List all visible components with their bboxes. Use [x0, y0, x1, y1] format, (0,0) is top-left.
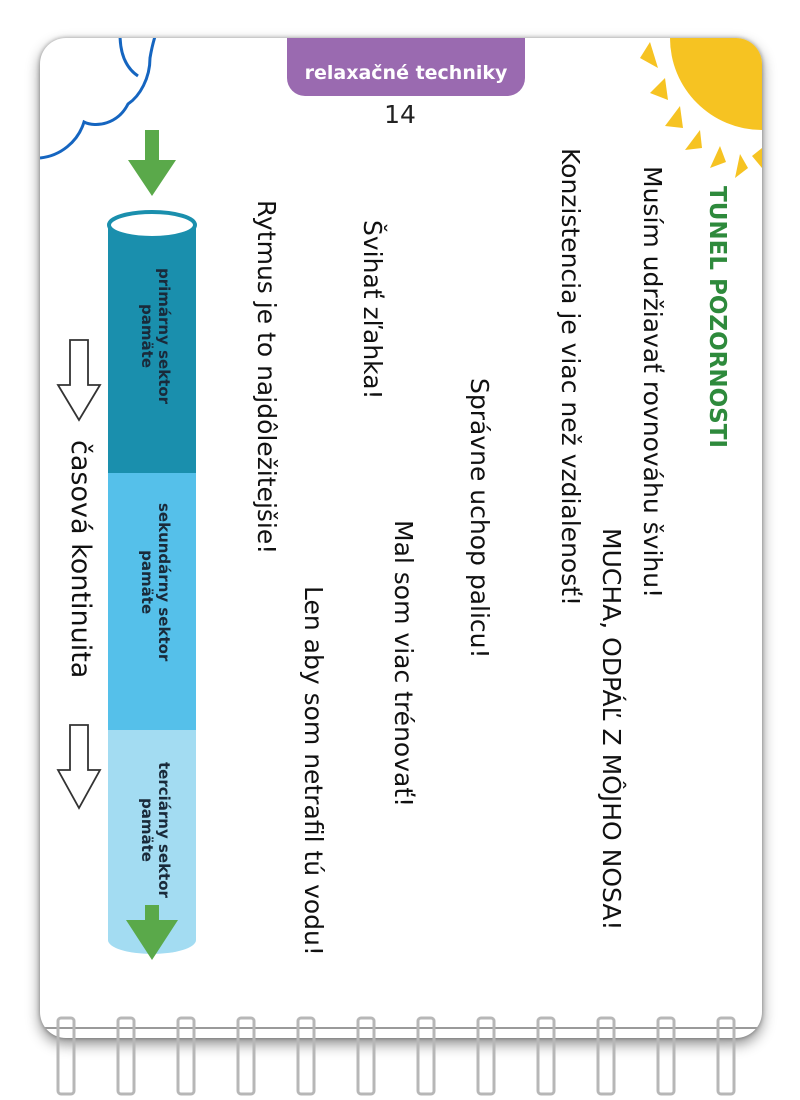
text-line: Správne uchop palicu! — [465, 378, 494, 659]
page-number: 14 — [384, 100, 416, 129]
segment-label-primary: primárny sektor pamäte — [138, 268, 173, 405]
spiral-binding — [58, 1018, 734, 1094]
arrow-top — [128, 130, 176, 196]
section-tab-label: relaxačné techniky — [304, 62, 508, 84]
text-line: MUCHA, ODPÁĽ Z MÔJHO NOSA! — [597, 528, 626, 931]
segment-label-secondary: sekundárny sektor pamäte — [138, 503, 173, 662]
text-line: Mal som viac trénovať! — [389, 520, 418, 808]
outline-arrow-down — [58, 725, 100, 808]
page-title: TUNEL POZORNOSTI — [704, 186, 730, 448]
text-line: Konzistencia je viac než vzdialenosť! — [556, 148, 585, 607]
text-line: Rytmus je to najdôležitejšie! — [252, 200, 281, 555]
text-line: Švihať zľahka! — [358, 220, 387, 400]
tube-top-cap — [109, 212, 195, 238]
text-line: Len aby som netrafil tú vodu! — [299, 586, 328, 956]
segment-label-tertiary: terciárny sektor pamäte — [138, 762, 173, 898]
time-continuum-label: časová kontinuita — [65, 440, 96, 679]
outline-arrow-down — [58, 340, 100, 420]
text-line: Musím udržiavať rovnováhu švihu! — [638, 166, 667, 599]
